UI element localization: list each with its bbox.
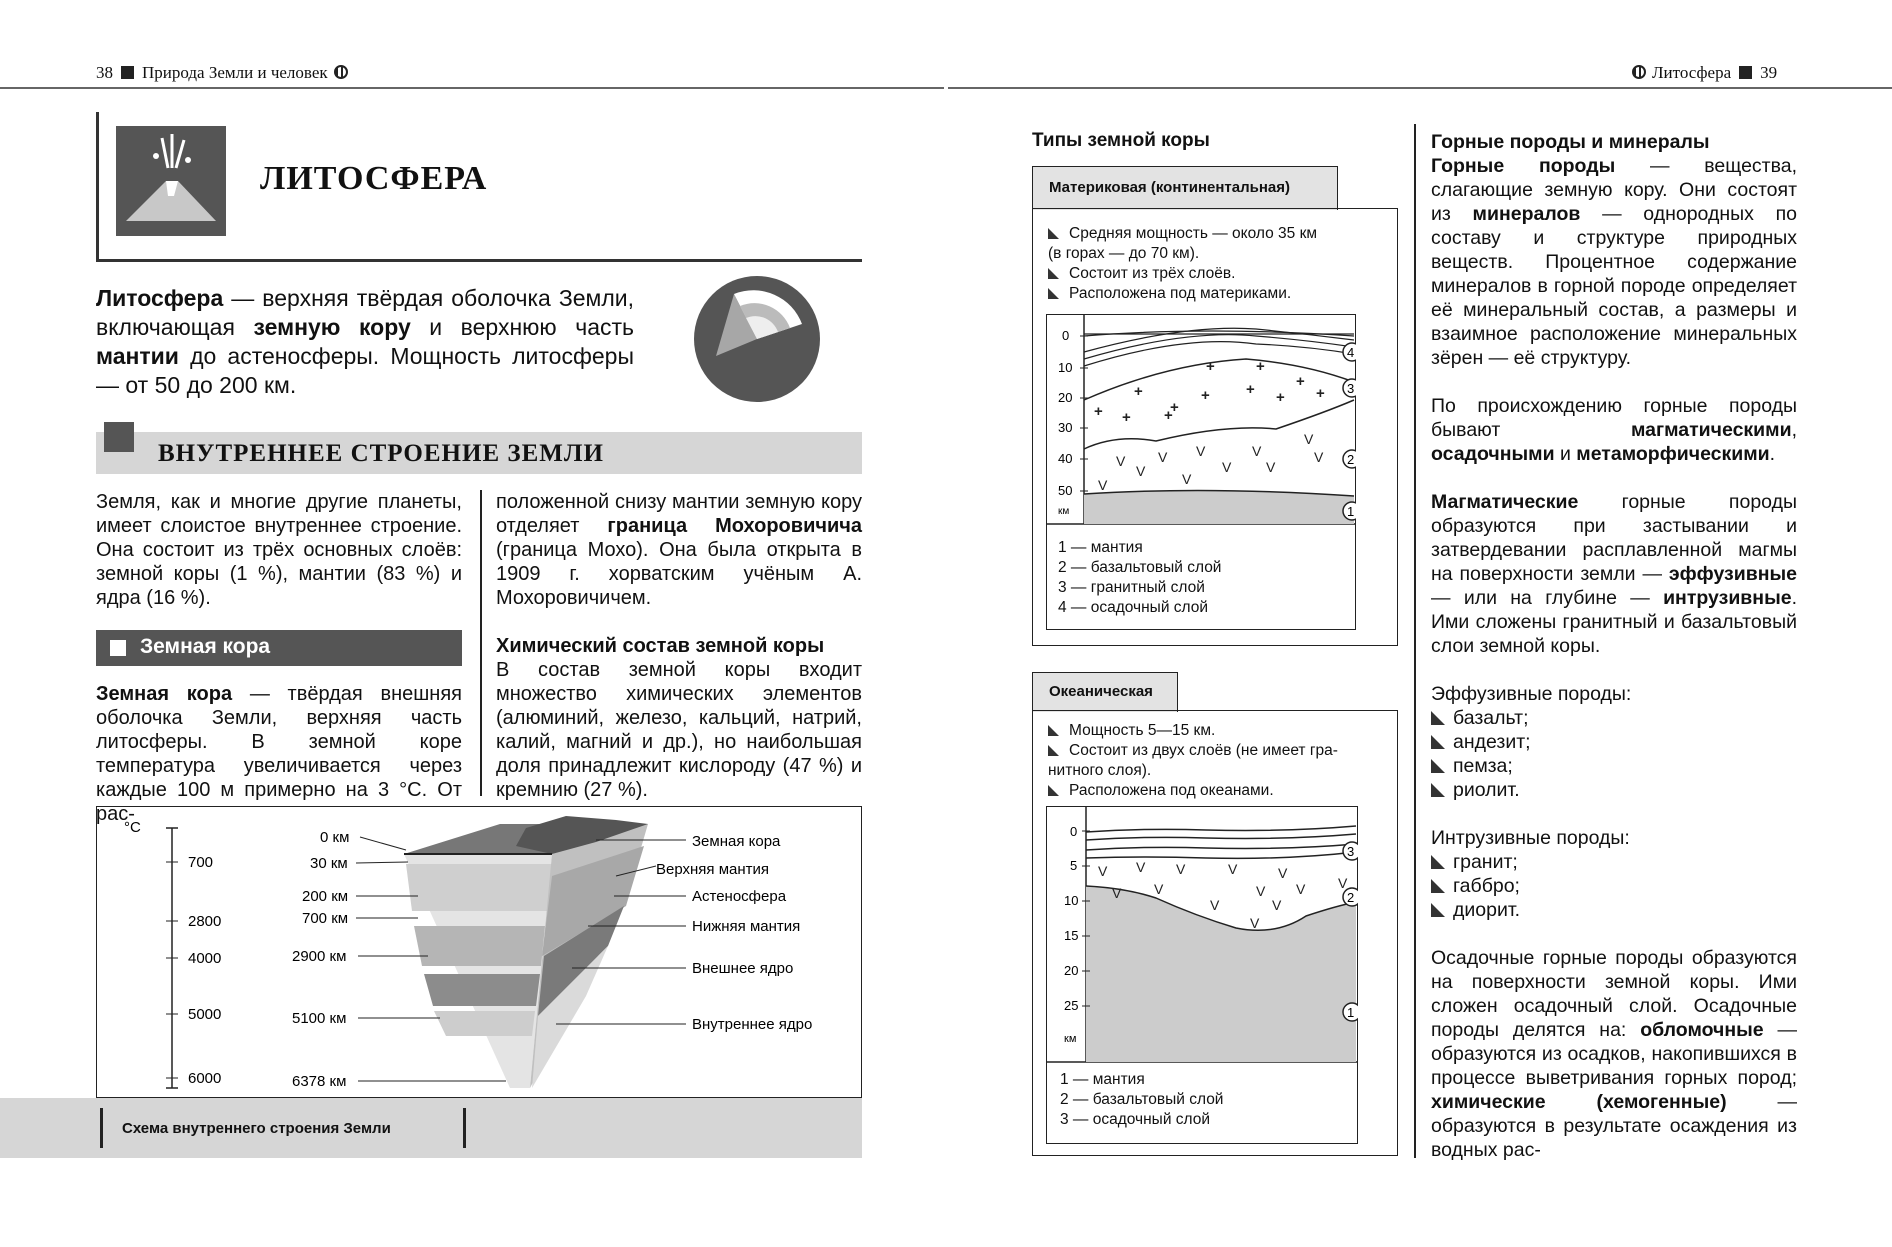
list-item: гранит; <box>1431 850 1797 874</box>
axis-unit: км <box>1064 1033 1077 1045</box>
oceanic-bullets <box>1048 721 1338 801</box>
layer-marker: 4 <box>1347 345 1355 360</box>
intrusive-heading: Интрузивные породы: <box>1431 827 1630 849</box>
axis-label: 20 <box>1064 963 1079 978</box>
svg-text:V: V <box>1136 463 1146 479</box>
depth-label: 200 км <box>302 888 349 905</box>
list-item: андезит; <box>1431 730 1797 754</box>
svg-text:V: V <box>1252 443 1262 459</box>
list-item: нитного слоя). <box>1048 762 1152 779</box>
axis-label: 5 <box>1070 858 1078 873</box>
rocks-paragraph-4: Осадочные горные породы образуются на поверхности земной коры. Ими сложен осадочный слой. Осадочные породы делятся на: обломочные — образуются из осадков, накопившихся в процессе выветривания горных пород; химические (хемогенные) — образуются в результате осаждения из водных рас- <box>1431 947 1797 1161</box>
axis-label: 20 <box>1058 390 1073 405</box>
svg-text:V: V <box>1228 861 1238 877</box>
depth-label: 30 км <box>310 855 348 872</box>
svg-text:V: V <box>1278 865 1288 881</box>
svg-text:V: V <box>1222 459 1232 475</box>
legend-item: 2 — базальтовый слой <box>1058 559 1222 576</box>
left-page-number: 38 <box>96 63 113 82</box>
diagram-caption: Схема внутреннего строения Земли <box>122 1120 391 1137</box>
svg-text:+: + <box>1246 381 1255 398</box>
layer-marker: 2 <box>1347 890 1355 905</box>
depth-label: 5100 км <box>292 1010 347 1027</box>
temp-label: 4000 <box>188 950 222 967</box>
temp-label: 6000 <box>188 1070 222 1087</box>
svg-text:+: + <box>1094 403 1103 420</box>
volcano-icon <box>116 126 226 236</box>
depth-label: 0 км <box>320 829 350 846</box>
svg-text:V: V <box>1314 449 1324 465</box>
subsection-heading: Земная кора <box>140 635 271 658</box>
svg-text:V: V <box>1266 459 1276 475</box>
legend-item: 3 — гранитный слой <box>1058 579 1205 596</box>
right-header-rule <box>948 87 1892 89</box>
list-item: диорит. <box>1431 898 1797 922</box>
rocks-column <box>1431 130 1797 1162</box>
list-item: габбро; <box>1431 874 1797 898</box>
svg-text:+: + <box>1134 383 1143 400</box>
svg-text:V: V <box>1256 883 1266 899</box>
svg-text:+: + <box>1256 358 1265 375</box>
svg-text:V: V <box>1182 471 1192 487</box>
layer-marker: 3 <box>1347 381 1355 396</box>
list-item: пемза; <box>1431 754 1797 778</box>
svg-text:V: V <box>1154 881 1164 897</box>
svg-text:V: V <box>1210 897 1220 913</box>
svg-text:V: V <box>1158 449 1168 465</box>
svg-text:V: V <box>1136 859 1146 875</box>
svg-text:+: + <box>1316 385 1325 402</box>
layer-marker: 3 <box>1347 844 1355 859</box>
rocks-paragraph-3: Магматические горные породы образуются при застывании и затвердевании расплавленной магмы на поверхности земли — эффузивные — или на глубине — интрузивные. Ими сложены гранитный и базальтовый слои земной коры. <box>1431 491 1797 657</box>
svg-text:+: + <box>1201 387 1210 404</box>
layer-marker: 1 <box>1347 504 1355 519</box>
layer-label: Верхняя мантия <box>656 861 770 878</box>
right-page-number: 39 <box>1760 63 1778 82</box>
svg-text:V: V <box>1176 861 1186 877</box>
tab-continental: Материковая (континентальная) <box>1032 166 1338 210</box>
layer-marker: 2 <box>1347 452 1355 467</box>
svg-text:V: V <box>1196 443 1206 459</box>
list-item: риолит. <box>1431 778 1797 802</box>
intro-term: Литосфера <box>96 285 224 311</box>
layer-marker: 1 <box>1347 1005 1355 1020</box>
layers-paragraph: Земля, как и многие другие планеты, имеет слоистое внутреннее строение. Она состоит из трёх основных слоёв: земной коры (1 %), мантии (83 %) и ядра (16 %). <box>96 491 462 609</box>
axis-label: 25 <box>1064 998 1079 1013</box>
crust-paragraph: Земная кора — твёрдая внешняя оболочка Земли, верхняя часть литосферы. В земной коре температура увеличивается через каждые 100 м примерно на 3 °С. От рас- <box>96 683 462 825</box>
right-column-divider <box>1414 124 1416 1158</box>
axis-label: 10 <box>1058 360 1073 375</box>
layer-label: Земная кора <box>692 833 781 850</box>
chapter-title: ЛИТОСФЕРА <box>260 160 488 197</box>
earth-structure-svg <box>96 806 862 1098</box>
list-item: Расположена под океанами. <box>1048 781 1338 801</box>
svg-text:V: V <box>1338 875 1348 891</box>
svg-text:V: V <box>1250 915 1260 931</box>
legend-item: 4 — осадочный слой <box>1058 599 1209 616</box>
list-item: Средняя мощность — около 35 км <box>1048 224 1317 244</box>
rocks-paragraph-1: Горные породы — вещества, слагающие земную кору. Они состоят из минералов — однородных по составу и структуре природных веществ. Процентное содержание минералов в горной породе определяет её минеральный состав, а размеры и взаимное расположение минеральных зёрен — её структуру. <box>1431 155 1797 369</box>
subsection-square <box>110 640 126 656</box>
rocks-paragraph-2: По происхождению горные породы бывают магматическими, осадочными и метаморфическими. <box>1431 395 1797 465</box>
svg-text:+: + <box>1164 407 1173 424</box>
list-item: Состоит из двух слоёв (не имеет гра- <box>1048 741 1338 761</box>
layer-label: Внутреннее ядро <box>692 1016 813 1033</box>
svg-text:V: V <box>1272 897 1282 913</box>
axis-label: 30 <box>1058 420 1073 435</box>
chem-heading: Химический состав земной коры <box>496 635 825 657</box>
layer-label: Внешнее ядро <box>692 960 794 977</box>
axis-label: 0 <box>1070 824 1078 839</box>
axis-label: 0 <box>1062 328 1070 343</box>
list-item: (в горах — до 70 км). <box>1048 245 1200 262</box>
svg-text:V: V <box>1116 453 1126 469</box>
rocks-heading: Горные породы и минералы <box>1431 131 1710 153</box>
crust-term: Земная кора <box>96 683 233 705</box>
chem-paragraph: В состав земной коры входит множество химических элементов (алюминий, железо, кальций, натрий, калий, магний и др.), но наибольшая доля принадлежит кислороду (47 %) и кремнию (27 %). <box>496 659 862 801</box>
list-item: Мощность 5—15 км. <box>1048 721 1338 741</box>
layer-label: Астеносфера <box>692 888 787 905</box>
svg-text:V: V <box>1098 477 1108 493</box>
depth-label: 2900 км <box>292 948 347 965</box>
axis-label: 15 <box>1064 928 1079 943</box>
svg-text:+: + <box>1276 389 1285 406</box>
oceanic-legend <box>1060 1070 1223 1130</box>
axis-label: 40 <box>1058 451 1073 466</box>
temp-label: 5000 <box>188 1006 222 1023</box>
legend-item: 1 — мантия <box>1058 539 1143 556</box>
svg-text:V: V <box>1304 431 1314 447</box>
right-page-header <box>1626 63 1777 83</box>
svg-text:+: + <box>1122 409 1131 426</box>
depth-label: 700 км <box>302 910 349 927</box>
temp-unit: °С <box>124 819 141 836</box>
list-item: Расположена под материками. <box>1048 284 1317 304</box>
svg-text:+: + <box>1170 399 1179 416</box>
axis-label: 50 <box>1058 483 1073 498</box>
legend-item: 3 — осадочный слой <box>1060 1111 1211 1128</box>
left-page-header <box>96 63 354 83</box>
temp-label: 2800 <box>188 913 222 930</box>
effusive-heading: Эффузивные породы: <box>1431 683 1632 705</box>
globe-icon <box>1632 65 1646 79</box>
continental-bullets <box>1048 224 1317 304</box>
tab-oceanic: Океаническая <box>1032 672 1178 712</box>
section-heading: ВНУТРЕННЕЕ СТРОЕНИЕ ЗЕМЛИ <box>158 440 604 467</box>
section-heading-square <box>104 422 134 452</box>
svg-text:V: V <box>1098 863 1108 879</box>
continental-legend <box>1058 538 1221 618</box>
axis-label: 10 <box>1064 893 1079 908</box>
column-divider <box>480 490 482 796</box>
list-item: Состоит из трёх слоёв. <box>1048 264 1317 284</box>
svg-text:V: V <box>1296 881 1306 897</box>
legend-item: 2 — базальтовый слой <box>1060 1091 1224 1108</box>
svg-text:+: + <box>1296 373 1305 390</box>
axis-unit: км <box>1058 506 1070 517</box>
intro-paragraph: Литосфера — верхняя твёрдая оболочка Земли, включающая земную кору и верхнюю часть мантии до астеносферы. Мощность литосферы — от 50 до 200 км. <box>96 285 634 398</box>
list-item: базальт; <box>1431 706 1797 730</box>
svg-text:+: + <box>1206 358 1215 375</box>
moho-paragraph: положенной снизу мантии земную кору отделяет граница Мохоровичича (граница Мохо). Она была открыта в 1909 г. хорватским учёным А. Мохоровичичем. <box>496 491 862 609</box>
crust-types-heading: Типы земной коры <box>1032 130 1210 151</box>
right-header-section: Литосфера <box>1652 63 1732 82</box>
svg-text:V: V <box>1112 885 1122 901</box>
left-header-section: Природа Земли и человек <box>142 63 328 82</box>
globe-icon <box>334 65 348 79</box>
temp-label: 700 <box>188 854 214 871</box>
left-header-rule <box>0 87 944 89</box>
legend-item: 1 — мантия <box>1060 1071 1145 1088</box>
layer-label: Нижняя мантия <box>692 918 801 935</box>
earth-layers-icon <box>694 276 820 402</box>
depth-label: 6378 км <box>292 1073 347 1090</box>
